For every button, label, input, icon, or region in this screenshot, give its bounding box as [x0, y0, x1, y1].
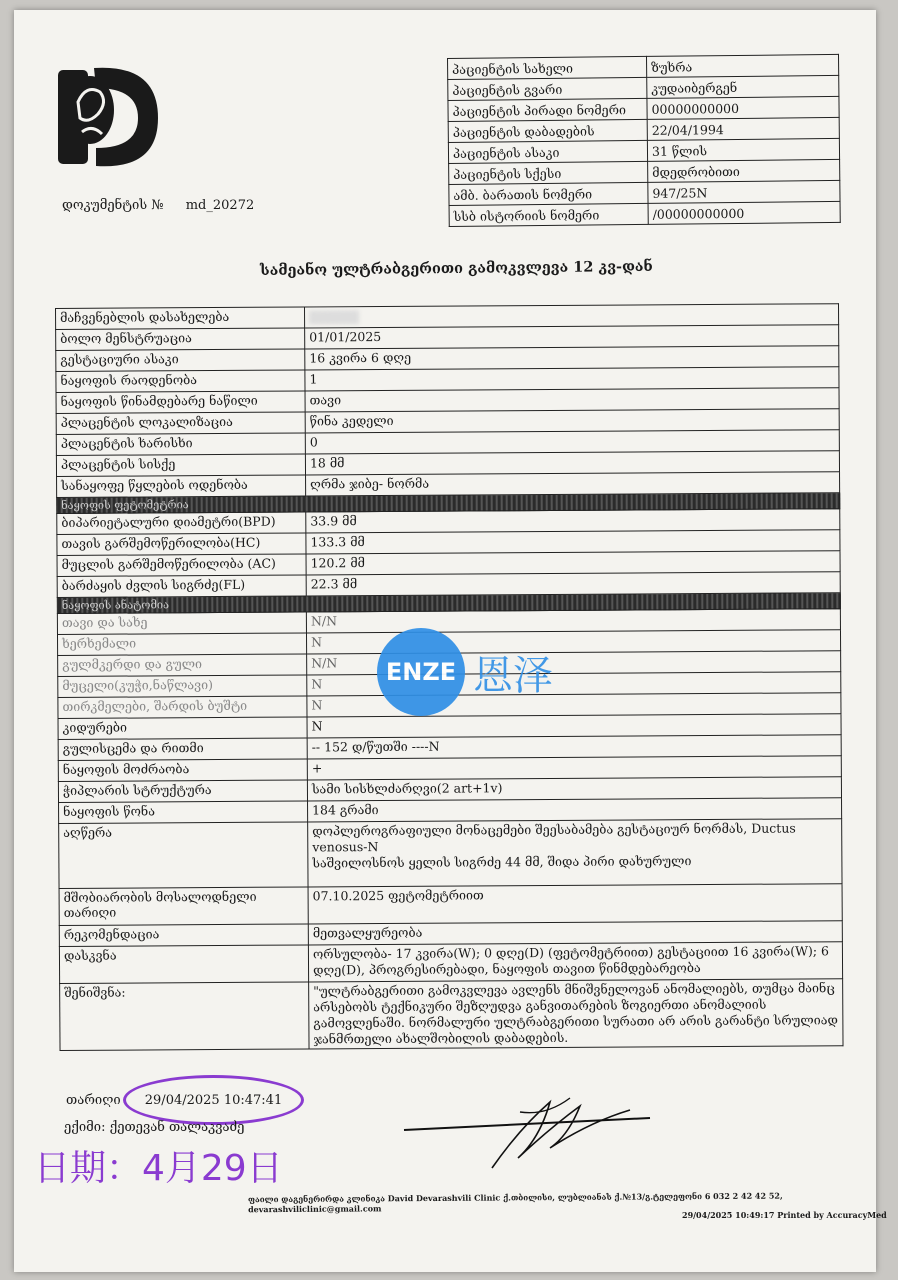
- patient-info-table: [447, 54, 841, 227]
- section-label: ნაყოფის ანატომია: [57, 593, 840, 614]
- row-value: 0: [305, 430, 839, 454]
- conclusion-value: ორსულობა- 17 კვირა(W); 0 დღე(D) (ფეტომეტრიით) გესტაციით 16 კვირა(W); 6 დღე(D), პროგრესირებადი, ნაყოფის თავით წინმდებარეობა: [308, 942, 842, 982]
- table-row-description: [59, 819, 842, 889]
- date-label: თარიღი: [66, 1093, 121, 1108]
- row-value: N/N: [307, 651, 841, 675]
- examiner-value: ქეთევან თალაკვაძე: [109, 1120, 245, 1135]
- patient-id-value: 00000000000: [647, 96, 839, 119]
- row-value: N: [307, 693, 841, 717]
- row-label: ბარძაყის ძვლის სიგრძე(FL): [57, 575, 306, 598]
- row-label: მუცლის გარშემოწერილობა (AC): [57, 554, 306, 577]
- report-title: სამეანო ულტრაბგერითი გამოკვლევა 12 კვ-დან: [259, 257, 653, 280]
- conclusion-label: დასკვნა: [59, 945, 308, 984]
- row-label: გულისცემა და რითმი: [58, 738, 307, 761]
- description-line-2: საშვილოსნოს ყელის სიგრძე 44 მმ, შიდა პირი დახურული: [312, 853, 692, 871]
- row-label: ნაყოფის წონა: [59, 801, 308, 824]
- table-row-note: [60, 979, 843, 1051]
- row-label: ნაყოფის წინამდებარე ნაწილი: [56, 391, 305, 414]
- table-row-conclusion: [59, 942, 842, 984]
- card-number-label: ამბ. ბარათის ნომერი: [449, 182, 648, 205]
- row-label: ჭიპლარის სტრუქტურა: [58, 780, 307, 803]
- row-label: თავის გარშემოწერილობა(HC): [57, 533, 306, 556]
- row-label: კიდურები: [58, 717, 307, 740]
- description-line-1: დოპლეროგრაფიული მონაცემები შეესაბამება გესტაციურ ნორმას, Ductus venosus-N: [312, 820, 796, 855]
- description-label: აღწერა: [59, 822, 308, 889]
- recommendation-label: რეკომენდაცია: [59, 924, 308, 947]
- enze-logo-icon: ENZE: [377, 628, 465, 716]
- row-value: N: [307, 672, 841, 696]
- row-label: გესტაციური ასაკი: [56, 349, 305, 372]
- enze-chinese-text: 恩泽: [473, 652, 553, 699]
- row-value: 01/01/2025: [305, 325, 839, 349]
- document-number-value: md_20272: [185, 198, 255, 213]
- row-label: ხერხემალი: [57, 633, 306, 656]
- row-value: -- 152 დ/წუთში ----N: [307, 735, 841, 759]
- patient-sex-value: მდედრობითი: [648, 159, 840, 182]
- row-label: ბოლო მენსტრუაცია: [56, 328, 305, 351]
- note-value: "ულტრაბგერითი გამოკვლევა ავლენს მნიშვნელოვან ანომალიებს, თუმცა მაინც არსებობს ტექნიკური შეზღუდვა განვითარების ზოგიერთი ანომალიის გამოვლენაში. ნორმალური ულტრაბგერითი სურათი არ არის გარანტი სრულიად ჯანმრთელი ახალშობილის დაბადების.: [309, 979, 843, 1049]
- patient-age-label: პაციენტის ასაკი: [448, 140, 647, 163]
- patient-age-value: 31 წლის: [647, 138, 839, 161]
- patient-surname-value: კუდაიბერგენ: [647, 75, 839, 98]
- row-value: N: [307, 714, 841, 738]
- patient-birthdate-value: 22/04/1994: [647, 117, 839, 140]
- description-value: [308, 819, 842, 887]
- recommendation-value: მეთვალყურეობა: [308, 921, 842, 945]
- row-label: მაჩვენებლის დასახელება: [56, 307, 305, 330]
- row-label: თავი და სახე: [57, 612, 306, 635]
- section-label: ნაყოფის ფეტომეტრია: [57, 493, 840, 514]
- examiner-label: ექიმი:: [64, 1120, 106, 1135]
- clinic-logo-icon: [56, 62, 162, 172]
- row-value: 18 მმ: [305, 451, 839, 475]
- row-value: 184 გრამი: [308, 798, 842, 822]
- row-value: 1: [305, 367, 839, 391]
- row-label: მუცელი(კუჭი,ნაწლავი): [58, 675, 307, 698]
- date-annotation: 日期：4月29日: [34, 1148, 283, 1189]
- table-row-due-date: [59, 884, 842, 926]
- redaction-blur: [309, 310, 359, 324]
- card-number-value: 947/25N: [648, 180, 840, 203]
- footer-printed-info: 29/04/2025 10:49:17 Printed by AccuracyMed: [682, 1210, 887, 1220]
- enze-watermark: [377, 628, 553, 716]
- row-value: ღრმა ჯიბე- ნორმა: [306, 472, 840, 496]
- patient-surname-label: პაციენტის გვარი: [448, 77, 647, 100]
- row-label: პლაცენტის სისქე: [56, 454, 305, 477]
- patient-id-label: პაციენტის პირადი ნომერი: [448, 98, 647, 121]
- date-value: 29/04/2025 10:47:41: [144, 1092, 283, 1108]
- history-number-value: /00000000000: [648, 201, 840, 224]
- patient-name-value: ზუხრა: [646, 54, 838, 77]
- row-value: N/N: [306, 609, 840, 633]
- row-label: ნაყოფის მოძრაობა: [58, 759, 307, 782]
- row-label: პლაცენტის ხარისხი: [56, 433, 305, 456]
- note-label: შენიშვნა:: [60, 982, 309, 1051]
- row-label: თირკმელები, შარდის ბუშტი: [58, 696, 307, 719]
- document-number-label: დოკუმენტის №: [62, 198, 164, 213]
- row-label: სანაყოფე წყლების ოდენობა: [57, 475, 306, 498]
- row-value: 22.3 მმ: [306, 572, 840, 596]
- due-date-value: 07.10.2025 ფეტომეტრიით: [308, 884, 842, 924]
- row-value: +: [307, 756, 841, 780]
- date-value-circled: [123, 1075, 304, 1125]
- document-number: [62, 198, 272, 213]
- examiner: [64, 1120, 244, 1135]
- row-value: წინა კედელი: [305, 409, 839, 433]
- row-label: ბიპარიეტალური დიამეტრი(BPD): [57, 512, 306, 535]
- row-value: სამი სისხლძარღვი(2 art+1v): [307, 777, 841, 801]
- row-value: 133.3 მმ: [306, 530, 840, 554]
- row-value: თავი: [305, 388, 839, 412]
- row-value: 16 კვირა 6 დღე: [305, 346, 839, 370]
- row-label: პლაცენტის ლოკალიზაცია: [56, 412, 305, 435]
- row-value: 120.2 მმ: [306, 551, 840, 575]
- row-value: 33.9 მმ: [306, 509, 840, 533]
- row-value: N: [306, 630, 840, 654]
- row-label: გულმკერდი და გული: [58, 654, 307, 677]
- signature-icon: [400, 1088, 660, 1178]
- patient-sex-label: პაციენტის სქესი: [449, 161, 648, 184]
- patient-name-label: პაციენტის სახელი: [448, 56, 647, 79]
- due-date-label: მშობიარობის მოსალოდნელი თარიღი: [59, 887, 308, 926]
- row-label: ნაყოფის რაოდენობა: [56, 370, 305, 393]
- footer-clinic-info: ფაილი დაგენერირდა კლინიკა David Devarashvili Clinic ქ.თბილისი, ლუბლიანას ქ.№13/გ.ტელეფონი 6 032 2 42 42 52, devarashviliclinic@gmail.com: [247, 1190, 783, 1215]
- history-number-label: სსბ ისტორიის ნომერი: [449, 203, 648, 226]
- patient-birthdate-label: პაციენტის დაბადების: [448, 119, 647, 142]
- table-row: [449, 201, 840, 226]
